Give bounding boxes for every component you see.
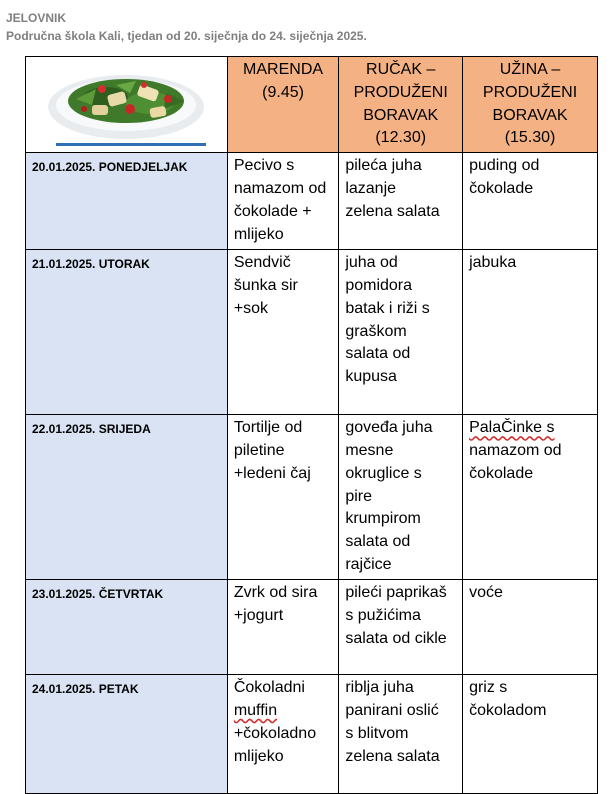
- uzina-cell: [463, 415, 598, 580]
- menu-line: kupusa: [345, 368, 397, 386]
- menu-line: pomidora: [345, 276, 413, 294]
- rucak-cell: [339, 415, 463, 580]
- menu-line: čokolade: [469, 179, 534, 197]
- menu-line: salata od cikle: [345, 629, 447, 647]
- menu-line: zelena salata: [345, 202, 440, 220]
- marenda-cell: [227, 415, 339, 580]
- header-rucak-line: BORAVAK: [363, 106, 439, 124]
- menu-line: jabuka: [469, 254, 517, 272]
- menu-line: +ledeni čaj: [233, 464, 311, 482]
- day-label: 20.01.2025. PONEDJELJAK: [26, 153, 228, 250]
- menu-line: +jogurt: [233, 606, 284, 624]
- marenda-cell: [227, 580, 339, 675]
- menu-line: okruglice s: [345, 464, 422, 482]
- table-row: [26, 675, 598, 794]
- menu-line: salata od: [345, 533, 411, 551]
- table-row: [26, 153, 598, 250]
- menu-line: goveđa juha: [345, 419, 433, 437]
- header-marenda-line: (9.45): [262, 83, 304, 101]
- header-uzina-line: PRODUŽENI: [482, 83, 578, 101]
- table-row: [26, 580, 598, 675]
- header-uzina: [463, 57, 598, 153]
- header-uzina-line: (15.30): [504, 129, 556, 147]
- rucak-cell: [339, 250, 463, 415]
- menu-line: čokoladom: [469, 701, 547, 719]
- day-label: 23.01.2025. ČETVRTAK: [26, 580, 228, 675]
- menu-line: salata od: [345, 345, 411, 363]
- header-rucak-line: PRODUŽENI: [353, 83, 448, 101]
- header-marenda-line: MARENDA: [243, 61, 324, 78]
- menu-line: Sendvič: [233, 254, 291, 272]
- menu-line: puding od: [469, 157, 540, 175]
- uzina-cell: [463, 675, 598, 794]
- menu-line: mesne: [345, 441, 394, 459]
- uzina-cell: [463, 250, 598, 415]
- menu-line: piletine: [233, 441, 285, 459]
- menu-line: riblja juha: [345, 679, 414, 697]
- document-title: JELOVNIK: [6, 11, 67, 25]
- menu-line: Tortilje od: [233, 419, 303, 437]
- menu-line: PalaČinke s: [469, 419, 555, 437]
- menu-line: mlijeko: [233, 225, 284, 243]
- menu-line: krumpirom: [345, 510, 421, 528]
- marenda-cell: [227, 250, 339, 415]
- menu-line: pileći paprikaš: [345, 584, 447, 602]
- menu-line: muffin: [233, 701, 278, 719]
- uzina-cell: [463, 580, 598, 675]
- menu-line: batak i riži s: [345, 299, 430, 317]
- menu-line: rajčice: [345, 555, 392, 573]
- day-label: 24.01.2025. PETAK: [26, 675, 228, 794]
- menu-line: graškom: [345, 322, 407, 340]
- menu-line: čokolade: [469, 464, 534, 482]
- menu-line: s pužićima: [345, 606, 421, 624]
- header-rucak: [339, 57, 463, 153]
- header-marenda: [227, 57, 339, 153]
- header-uzina-line: UŽINA –: [499, 61, 561, 78]
- menu-line: voće: [469, 584, 503, 602]
- menu-line: pire: [345, 487, 372, 505]
- menu-table: [25, 56, 598, 794]
- rucak-cell: [339, 153, 463, 250]
- menu-line: namazom od: [469, 441, 562, 459]
- menu-line: +sok: [233, 299, 269, 317]
- menu-line: juha od: [345, 254, 398, 272]
- menu-line: Pecivo s: [233, 157, 295, 175]
- menu-line: šunka sir: [233, 276, 298, 294]
- menu-line: čokolade +: [233, 202, 312, 220]
- rucak-cell: [339, 675, 463, 794]
- table-row: [26, 250, 598, 415]
- document-subtitle: Područna škola Kali, tjedan od 20. siječnja do 24. siječnja 2025.: [6, 29, 367, 43]
- menu-line: +čokoladno: [233, 724, 317, 742]
- menu-line: griz s: [469, 679, 508, 697]
- menu-line: panirani oslić: [345, 701, 439, 719]
- menu-line: namazom od: [233, 179, 327, 197]
- header-uzina-line: BORAVAK: [492, 106, 568, 124]
- menu-line: s blitvom: [345, 724, 409, 742]
- marenda-cell: [227, 153, 339, 250]
- salad-image-cell: [26, 57, 228, 153]
- menu-line: Zvrk od sira: [233, 584, 318, 602]
- day-label: 22.01.2025. SRIJEDA: [26, 415, 228, 580]
- header-rucak-line: (12.30): [375, 129, 427, 147]
- day-label: 21.01.2025. UTORAK: [26, 250, 228, 415]
- document-header: [6, 9, 367, 45]
- menu-line: mlijeko: [233, 747, 284, 765]
- menu-line: lazanje: [345, 179, 397, 197]
- menu-line: zelena salata: [345, 747, 440, 765]
- table-row: [26, 415, 598, 580]
- header-rucak-line: RUČAK –: [366, 61, 436, 78]
- marenda-cell: [227, 675, 339, 794]
- menu-line: pileća juha: [345, 157, 422, 175]
- table-header-row: [26, 57, 598, 153]
- uzina-cell: [463, 153, 598, 250]
- menu-line: Čokoladni: [233, 679, 305, 697]
- salad-image: [46, 59, 206, 147]
- rucak-cell: [339, 580, 463, 675]
